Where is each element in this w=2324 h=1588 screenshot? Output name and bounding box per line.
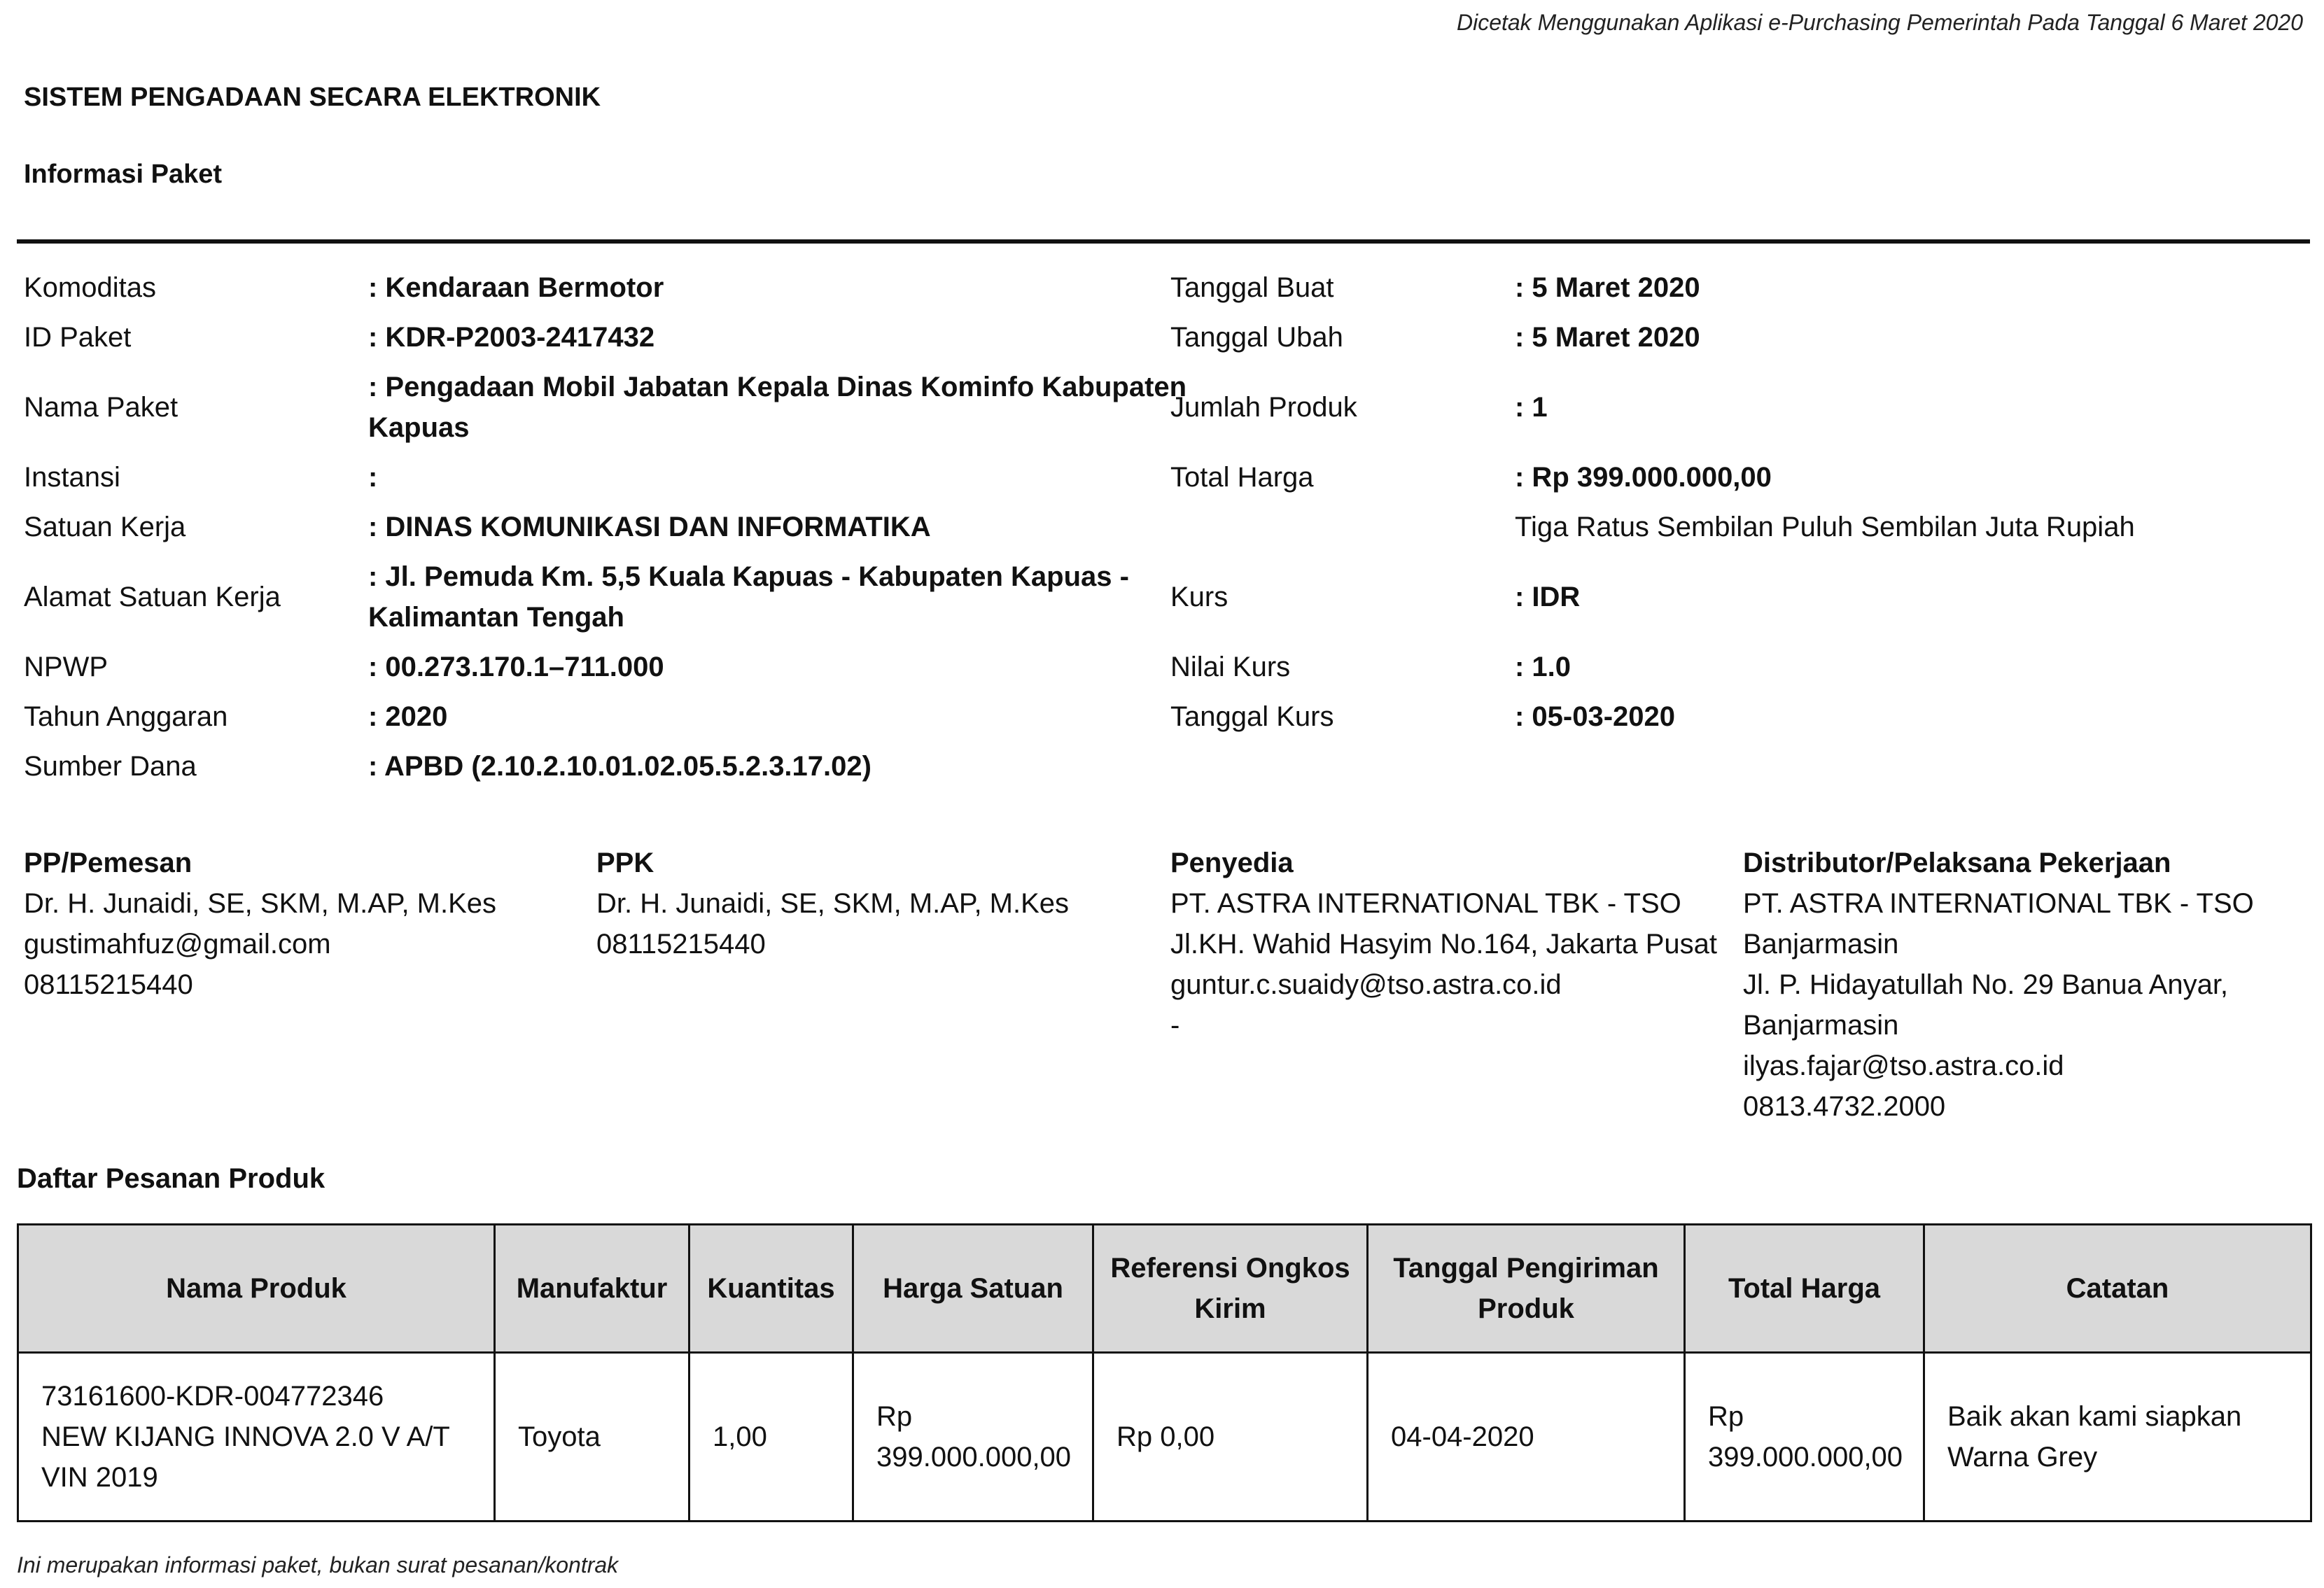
cell-manufaktur: Toyota	[495, 1353, 690, 1522]
label-jumlah-produk: Jumlah Produk	[1170, 392, 1357, 423]
party-line: Dr. H. Junaidi, SE, SKM, M.AP, M.Kes	[596, 888, 1070, 919]
amount: 399.000.000,00	[876, 1442, 1072, 1473]
header-divider	[17, 239, 2310, 244]
cell-harga-satuan	[853, 1353, 1093, 1522]
party-line: PT. ASTRA INTERNATIONAL TBK - TSO	[1170, 888, 1681, 919]
label-satuan-kerja: Satuan Kerja	[24, 512, 186, 542]
value-tahun-anggaran: : 2020	[368, 701, 448, 732]
printed-note: Dicetak Menggunakan Aplikasi e-Purchasing Pemerintah Pada Tanggal 6 Maret 2020	[1456, 10, 2303, 35]
label-nama-paket: Nama Paket	[24, 392, 178, 423]
label-sumber-dana: Sumber Dana	[24, 751, 197, 782]
orders-title: Daftar Pesanan Produk	[17, 1163, 326, 1194]
party-email: ilyas.fajar@tso.astra.co.id	[1743, 1051, 2064, 1081]
party-title: PPK	[596, 848, 654, 878]
party-address: Jl. P. Hidayatullah No. 29 Banua Anyar,	[1743, 969, 2229, 1000]
party-phone: 0813.4732.2000	[1743, 1091, 1946, 1122]
label-total-harga: Total Harga	[1170, 462, 1314, 493]
value-sumber-dana: : APBD (2.10.2.10.01.02.05.5.2.3.17.02)	[368, 751, 872, 782]
header-catatan: Catatan	[1924, 1225, 2311, 1353]
amount: 399.000.000,00	[1708, 1442, 1903, 1473]
party-address: Banjarmasin	[1743, 1010, 1899, 1041]
header-total-harga: Total Harga	[1685, 1225, 1924, 1353]
value-alamat-satuan-kerja: : Jl. Pemuda Km. 5,5 Kuala Kapuas - Kabupaten Kapuas -	[368, 561, 1129, 592]
header-kuantitas: Kuantitas	[690, 1225, 853, 1353]
label-tahun-anggaran: Tahun Anggaran	[24, 701, 228, 732]
product-variant: VIN 2019	[41, 1462, 158, 1493]
header-tanggal-pengiriman: Tanggal Pengiriman Produk	[1368, 1225, 1685, 1353]
value-npwp: : 00.273.170.1–711.000	[368, 652, 664, 682]
party-line: Banjarmasin	[1743, 929, 1899, 960]
label-instansi: Instansi	[24, 462, 120, 493]
party-title: Distributor/Pelaksana Pekerjaan	[1743, 848, 2171, 878]
label-tanggal-ubah: Tanggal Ubah	[1170, 322, 1343, 353]
label-komoditas: Komoditas	[24, 272, 156, 303]
value-nama-paket: : Pengadaan Mobil Jabatan Kepala Dinas Kominfo Kabupaten	[368, 372, 1187, 402]
party-email: gustimahfuz@gmail.com	[24, 929, 331, 960]
label-nilai-kurs: Nilai Kurs	[1170, 652, 1291, 682]
value-satuan-kerja: : DINAS KOMUNIKASI DAN INFORMATIKA	[368, 512, 931, 542]
cell-tanggal-pengiriman: 04-04-2020	[1368, 1353, 1685, 1522]
party-penyedia	[1170, 843, 1730, 1046]
label-npwp: NPWP	[24, 652, 108, 682]
label-id-paket: ID Paket	[24, 322, 132, 353]
product-code: 73161600-KDR-004772346	[41, 1381, 384, 1412]
party-ppk	[596, 843, 1156, 964]
orders-table	[17, 1223, 2312, 1522]
cell-ongkos-kirim: Rp 0,00	[1093, 1353, 1368, 1522]
value-tanggal-kurs: : 05-03-2020	[1515, 701, 1676, 732]
currency-label: Rp	[876, 1401, 913, 1432]
cell-catatan	[1924, 1353, 2311, 1522]
party-phone: -	[1170, 1010, 1180, 1041]
party-line: PT. ASTRA INTERNATIONAL TBK - TSO	[1743, 888, 2254, 919]
table-row	[18, 1353, 2311, 1522]
cell-kuantitas: 1,00	[690, 1353, 853, 1522]
currency-label: Rp	[1708, 1401, 1744, 1432]
section-title: Informasi Paket	[24, 160, 222, 189]
party-address: Jl.KH. Wahid Hasyim No.164, Jakarta Pusat	[1170, 929, 1718, 960]
value-kurs: : IDR	[1515, 582, 1581, 612]
note-line: Baik akan kami siapkan	[1947, 1401, 2242, 1432]
table-header-row	[18, 1225, 2311, 1353]
system-title: SISTEM PENGADAAN SECARA ELEKTRONIK	[24, 83, 601, 112]
total-harga-terbilang: Tiga Ratus Sembilan Puluh Sembilan Juta Rupiah	[1515, 512, 2135, 542]
footer-note: Ini merupakan informasi paket, bukan surat pesanan/kontrak	[17, 1552, 619, 1578]
value-jumlah-produk: : 1	[1515, 392, 1548, 423]
cell-nama-produk	[18, 1353, 495, 1522]
value-tanggal-ubah: : 5 Maret 2020	[1515, 322, 1700, 353]
header-ongkos-kirim: Referensi Ongkos Kirim	[1093, 1225, 1368, 1353]
value-alamat-satuan-kerja-cont: Kalimantan Tengah	[368, 602, 624, 633]
value-tanggal-buat: : 5 Maret 2020	[1515, 272, 1700, 303]
party-line: Dr. H. Junaidi, SE, SKM, M.AP, M.Kes	[24, 888, 497, 919]
product-name: NEW KIJANG INNOVA 2.0 V A/T	[41, 1421, 450, 1452]
value-nilai-kurs: : 1.0	[1515, 652, 1572, 682]
label-tanggal-buat: Tanggal Buat	[1170, 272, 1334, 303]
value-id-paket: : KDR-P2003-2417432	[368, 322, 655, 353]
label-tanggal-kurs: Tanggal Kurs	[1170, 701, 1334, 732]
header-nama-produk: Nama Produk	[18, 1225, 495, 1353]
party-email: guntur.c.suaidy@tso.astra.co.id	[1170, 969, 1562, 1000]
party-pemesan	[24, 843, 584, 1005]
value-nama-paket-cont: Kapuas	[368, 412, 470, 443]
party-phone: 08115215440	[596, 929, 766, 960]
value-komoditas: : Kendaraan Bermotor	[368, 272, 664, 303]
party-title: PP/Pemesan	[24, 848, 192, 878]
header-manufaktur: Manufaktur	[495, 1225, 690, 1353]
party-title: Penyedia	[1170, 848, 1294, 878]
label-kurs: Kurs	[1170, 582, 1228, 612]
value-total-harga: : Rp 399.000.000,00	[1515, 462, 1772, 493]
note-line: Warna Grey	[1947, 1442, 2098, 1473]
party-distributor	[1743, 843, 2303, 1127]
label-alamat-satuan-kerja: Alamat Satuan Kerja	[24, 582, 281, 612]
party-phone: 08115215440	[24, 969, 193, 1000]
value-instansi: :	[368, 462, 378, 493]
cell-total-harga	[1685, 1353, 1924, 1522]
header-harga-satuan: Harga Satuan	[853, 1225, 1093, 1353]
